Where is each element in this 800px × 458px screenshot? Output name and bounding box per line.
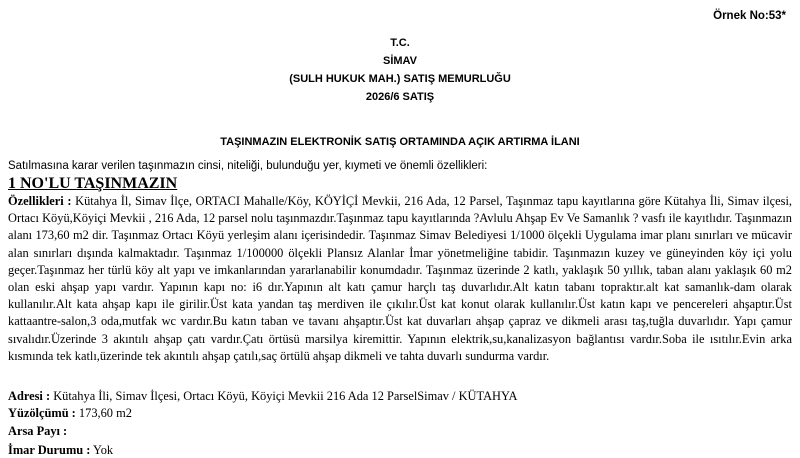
address-value: Kütahya İli, Simav İlçesi, Ortacı Köyü, Köyiçi Mevkii 216 Ada 12 ParselSimav / KÜTAHYA [53, 389, 518, 403]
share-label: Arsa Payı : [8, 424, 68, 438]
property-address [8, 389, 518, 404]
property-features [8, 193, 792, 365]
area-label: Yüzölçümü : [8, 406, 76, 420]
header-tc: T.C. [390, 37, 410, 49]
address-label: Adresi : [8, 389, 51, 403]
intro-text: Satılmasına karar verilen taşınmazın cinsi, niteliği, bulunduğu yer, kıymeti ve önemli özellikleri: [8, 160, 488, 172]
header-office: (SULH HUKUK MAH.) SATIŞ MEMURLUĞU [289, 73, 511, 85]
features-text: Kütahya İl, Simav İlçe, ORTACI Mahalle/Köy, KÖYİÇİ Mevkii, 216 Ada, 12 Parsel, Taşınmaz tapu kayıtlarına göre Kütahya İli, Simav ilçesi, Ortacı Köyü,Köyiçi Mevkii , 216 Ada, 12 parsel nolu taşınmazdır.Taşınmaz tapu kayıtlarında ?Avlulu Ahşap Ev Ve Samanlık ? vasfı ile kayıtlıdır. Taşınmazın alanı 173,60 m2 dir. Taşınmaz Ortacı Köyü yerleşim alanı içerisindedir. Taşınmaz Simav Belediyesi 1/1000 ölçekli Uygulama imar planı sınırları ve mücavir alan sınırları dışında kalmaktadır. Taşınmaz 1/100000 ölçekli Plansız Alanlar İmar yönetmeliğine tabidir. Taşınmazın kuzey ve güneyinden köy içi yolu geçer.Taşınmaz her türlü köy alt yapı ve imkanlarından yararlanabilir konumdadır. Taşınmaz üzerinde 2 katlı, yaklaşık 50 yıllık, taban alanı yaklaşık 60 m2 olan eski ahşap yapı vardır. Yapının kapı no: i6 dır.Yapının alt katı çamur harçlı taş duvarlıdır.Alt katın tabanı topraktır.alt kat samanlık-dam olarak kullanılır.Alt kata ahşap kapı ile girilir.Üst kata yandan taş merdiven ile çıkılır.Üst kat konut olarak kullanılır.Üst katın kapı ve pencereleri ahşaptır.Üst kattaantre-salon,3 oda,mutfak wc vardır.Bu katın taban ve tavanı ahşaptır.Üst kat duvarları ahşap çapraz ve dikmeli arası taş,tuğla duvarlıdır. Yapı çamur sıvalıdır.Üzerinde 3 akıntılı ahşap çatı vardır.Çatı örtüsü marsilya kiremittir. Yapının elektrik,su,kanalizasyon bağlantısı vardır.Soba ile ısıtılır.Evin arka kısmında tek katlı,üzerinde tek akıntılı ahşap çatılı,saç örtülü ahşap dikmeli ve tahta duvarlı sundurma vardır. [8, 194, 792, 363]
property-area [8, 406, 132, 421]
property-heading: 1 NO'LU TAŞINMAZIN [8, 175, 178, 192]
header-location: SİMAV [382, 55, 418, 67]
notice-title: TAŞINMAZIN ELEKTRONİK SATIŞ ORTAMINDA AÇIK ARTIRMA İLANI [220, 136, 580, 148]
property-zoning [8, 443, 113, 458]
area-value: 173,60 m2 [78, 406, 132, 420]
zoning-value: Yok [93, 443, 114, 457]
features-label: Özellikleri : [8, 194, 72, 208]
property-share [8, 424, 67, 439]
document-header [0, 34, 800, 106]
sample-number: Örnek No:53* [713, 10, 786, 22]
zoning-label: İmar Durumu : [8, 443, 91, 457]
header-file-no: 2026/6 SATIŞ [365, 91, 435, 103]
